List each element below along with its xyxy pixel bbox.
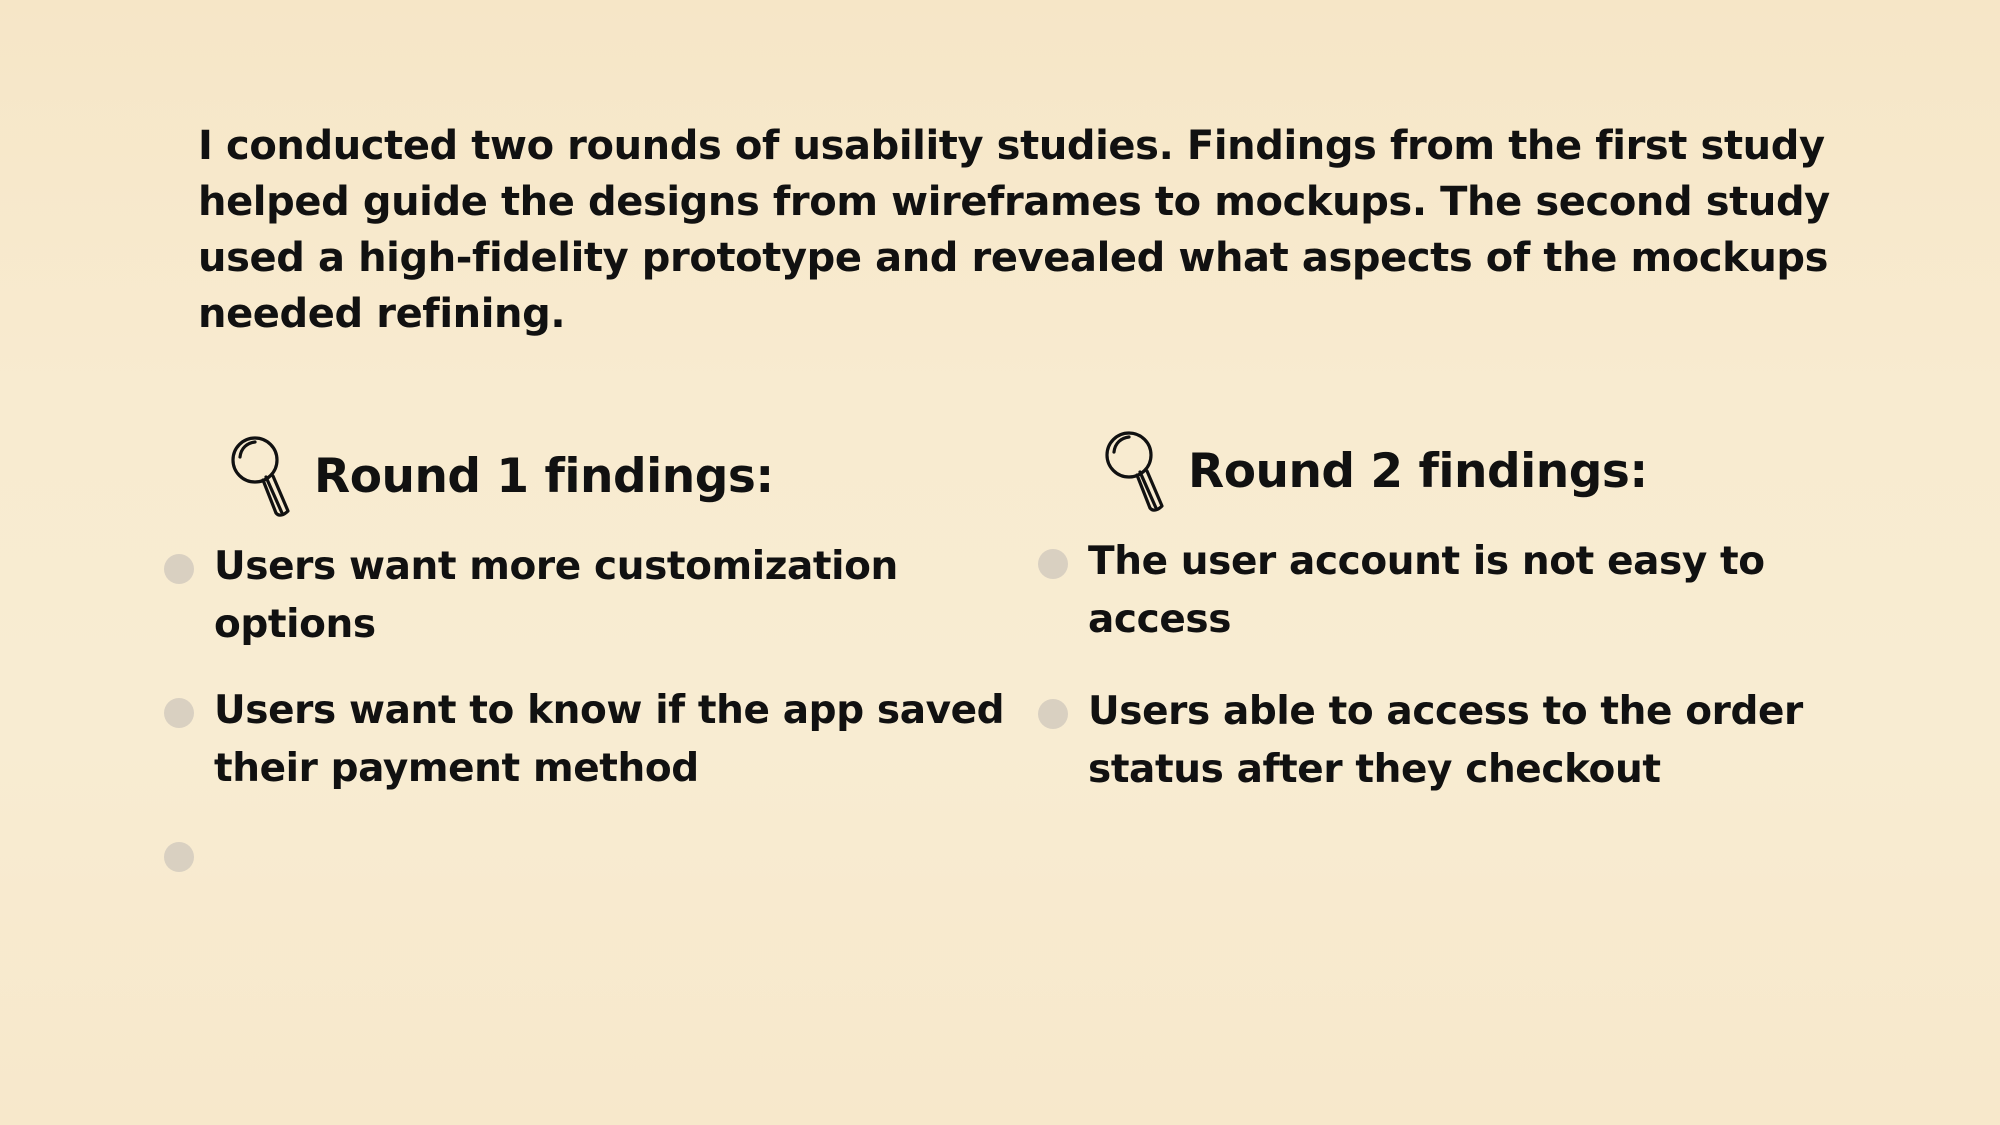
list-item [1036,683,1896,799]
round-1-title: Round 1 findings: [314,448,774,504]
finding-text: The user account is not easy to access [1088,539,1765,642]
round-1-findings-list [162,538,1022,884]
list-item [1036,533,1896,649]
finding-text: Users want more customization options [214,544,898,647]
list-item [162,682,1022,798]
list-item [162,538,1022,654]
round-1-findings-section [162,428,1022,912]
round-2-title: Round 2 findings: [1188,443,1648,499]
round-2-findings-section [1036,423,1896,827]
finding-text: Users want to know if the app saved their payment method [214,688,1005,791]
round-2-heading [1102,423,1896,519]
round-1-heading [228,428,1022,524]
magnifying-glass-icon [1102,428,1164,514]
bullet-dot [164,554,194,584]
finding-text: Users able to access to the order status after they checkout [1088,689,1803,792]
bullet-dot [164,842,194,872]
magnifying-glass-icon [228,433,290,519]
bullet-dot [164,698,194,728]
bullet-dot [1038,699,1068,729]
list-item [162,826,1022,884]
intro-paragraph: I conducted two rounds of usability studies. Findings from the first study helped guide the designs from wireframes to mockups. The second study used a high-fidelity prototype and revealed what aspects of the mockups needed refining. [198,123,1830,337]
bullet-dot [1038,549,1068,579]
round-2-findings-list [1036,533,1896,799]
